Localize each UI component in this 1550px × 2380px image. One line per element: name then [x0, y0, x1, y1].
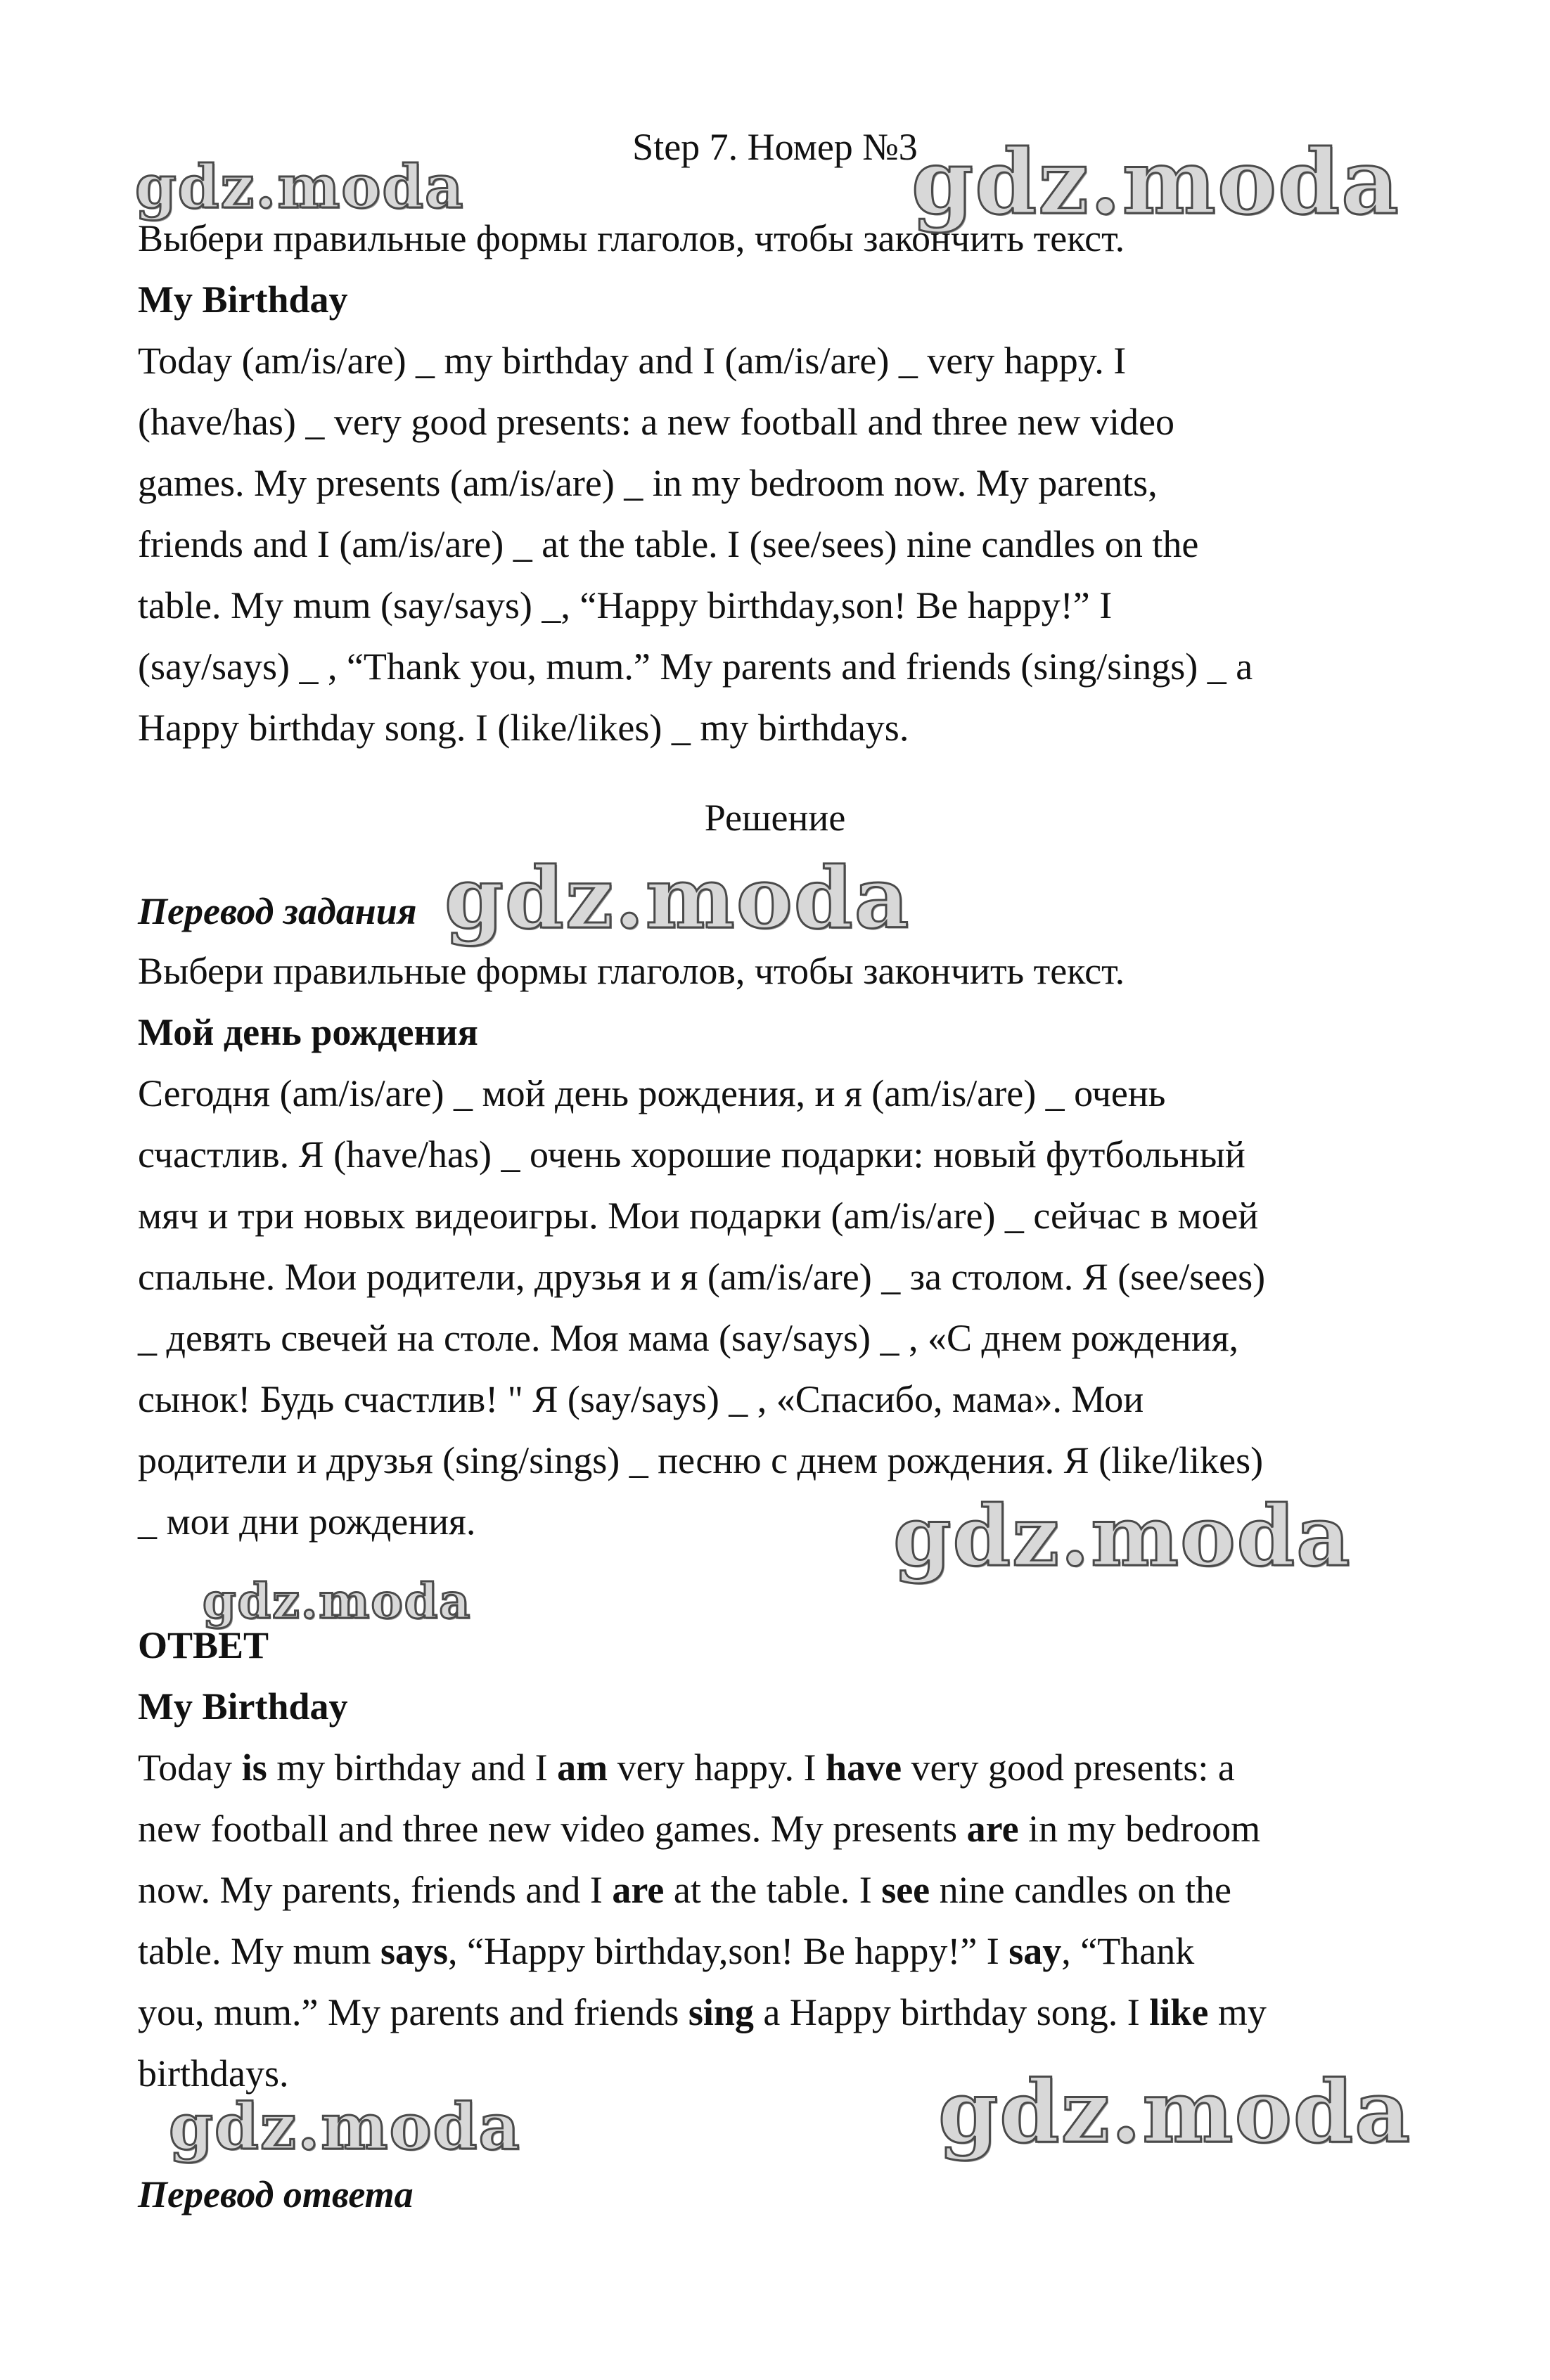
text-line: спальне. Мои родители, друзья и я (am/is/are) _ за столом. Я (see/sees)	[138, 1256, 1266, 1298]
translation-heading: Мой день рождения	[138, 1011, 478, 1053]
text-line: table. My mum (say/says) _, “Happy birthday,son! Be happy!” I	[138, 584, 1113, 626]
task-text	[138, 330, 1390, 759]
answer-verb: sing	[688, 1991, 754, 2033]
answer-line	[138, 1737, 1390, 1799]
text-line: сынок! Будь счастлив! " Я (say/says) _ , «Спасибо, мама». Мои	[138, 1378, 1144, 1420]
answer-text-segment: birthdays.	[138, 2052, 289, 2095]
text-line: счастлив. Я (have/has) _ очень хорошие подарки: новый футбольный	[138, 1133, 1245, 1176]
text-line: (have/has) _ very good presents: a new football and three new video	[138, 401, 1175, 443]
answer-text	[138, 1737, 1390, 2104]
answer-text-segment: you, mum.” My parents and friends	[138, 1991, 688, 2033]
answer-verb: have	[826, 1747, 902, 1789]
watermark: gdz.moda	[203, 1574, 472, 1630]
watermark: gdz.moda	[444, 849, 911, 948]
text-line: games. My presents (am/is/are) _ in my bedroom now. My parents,	[138, 462, 1158, 504]
answer-verb: are	[966, 1808, 1019, 1850]
answer-text-segment: table. My mum	[138, 1930, 380, 1972]
translation-label: Перевод задания	[138, 890, 417, 932]
text-line: (say/says) _ , “Thank you, mum.” My parents and friends (sing/sings) _ a	[138, 645, 1253, 688]
answer-text-segment: Today	[138, 1747, 242, 1789]
answer-verb: say	[1008, 1930, 1062, 1972]
answer-line	[138, 1860, 1390, 1921]
answer-line	[138, 1799, 1390, 1860]
text-line: friends and I (am/is/are) _ at the table. I (see/sees) nine candles on the	[138, 523, 1199, 565]
task-heading: My Birthday	[138, 278, 348, 321]
answer-text-segment: at the table. I	[664, 1869, 882, 1911]
text-line: родители и друзья (sing/sings) _ песню с днем рождения. Я (like/likes)	[138, 1439, 1264, 1481]
answer-text-segment: very happy. I	[608, 1747, 826, 1789]
answer-verb: says	[380, 1930, 448, 1972]
answer-translation-label: Перевод ответа	[138, 2173, 414, 2215]
page-title: Step 7. Номер №3	[632, 126, 918, 168]
answer-text-segment: new football and three new video games. My presents	[138, 1808, 967, 1850]
answer-line	[138, 1921, 1390, 1982]
task-instruction: Выбери правильные формы глаголов, чтобы закончить текст.	[138, 217, 1125, 259]
answer-text-segment: my birthday and I	[267, 1747, 558, 1789]
answer-verb: am	[557, 1747, 608, 1789]
text-line: Today (am/is/are) _ my birthday and I (am/is/are) _ very happy. I	[138, 340, 1127, 382]
text-line: мяч и три новых видеоигры. Мои подарки (am/is/are) _ сейчас в моей	[138, 1195, 1259, 1237]
text-line: Сегодня (am/is/are) _ мой день рождения, и я (am/is/are) _ очень	[138, 1072, 1166, 1114]
answer-text-segment: , “Happy birthday,son! Be happy!” I	[448, 1930, 1009, 1972]
answer-verb: is	[241, 1747, 267, 1789]
answer-text-segment: now. My parents, friends and I	[138, 1869, 613, 1911]
answer-line	[138, 1982, 1390, 2043]
answer-line	[138, 2043, 1390, 2104]
answer-text-segment: very good presents: a	[902, 1747, 1235, 1789]
answer-verb: see	[881, 1869, 930, 1911]
watermark: gdz.moda	[169, 2090, 521, 2164]
text-line: _ девять свечей на столе. Моя мама (say/says) _ , «С днем рождения,	[138, 1317, 1239, 1359]
watermark: gdz.moda	[938, 2061, 1412, 2162]
answer-text-segment: my	[1208, 1991, 1267, 2033]
text-line: _ мои дни рождения.	[138, 1500, 476, 1543]
solution-label: Решение	[704, 797, 846, 839]
watermark: gdz.moda	[911, 130, 1400, 234]
translation-instruction: Выбери правильные формы глаголов, чтобы закончить текст.	[138, 950, 1125, 992]
answer-label: ОТВЕТ	[138, 1624, 269, 1666]
translation-text	[138, 1063, 1390, 1552]
answer-verb: like	[1149, 1991, 1209, 2033]
watermark: gdz.moda	[893, 1487, 1352, 1585]
answer-text-segment: nine candles on the	[930, 1869, 1232, 1911]
watermark: gdz.moda	[135, 152, 465, 221]
answer-text-segment: a Happy birthday song. I	[753, 1991, 1150, 2033]
answer-heading: My Birthday	[138, 1685, 348, 1728]
answer-text-segment: , “Thank	[1061, 1930, 1195, 1972]
text-line: Happy birthday song. I (like/likes) _ my birthdays.	[138, 707, 909, 749]
answer-text-segment: in my bedroom	[1018, 1808, 1261, 1850]
answer-verb: are	[612, 1869, 665, 1911]
